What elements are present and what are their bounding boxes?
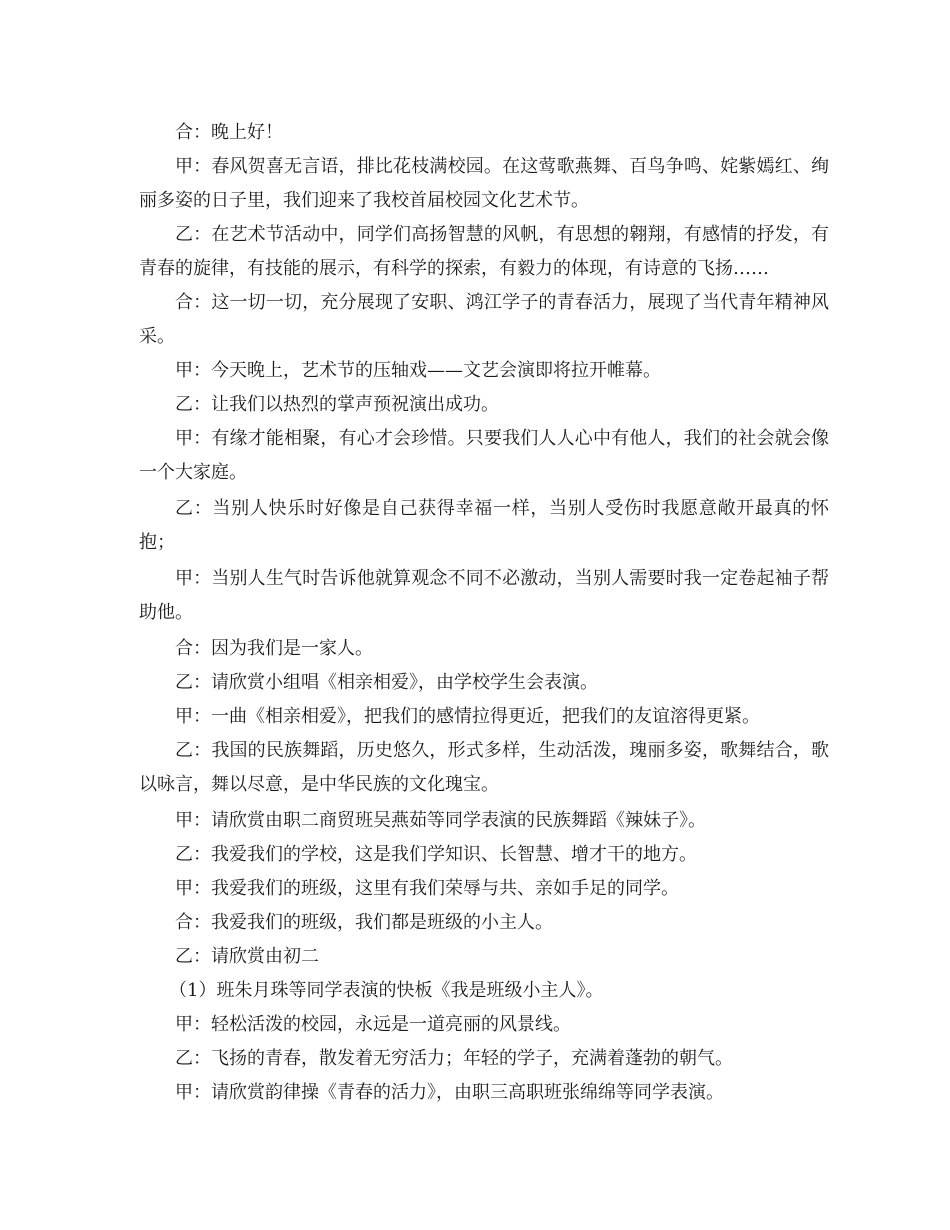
paragraph: 合：因为我们是一家人。	[175, 638, 373, 659]
paragraph: 甲：春风贺喜无言语，排比花枝满校园。在这莺歌燕舞、百鸟争鸣、姹紫嫣红、绚丽多姿的日子里，我们迎来了我校首届校园文化艺术节。	[139, 156, 829, 211]
paragraph: 乙：当别人快乐时好像是自己获得幸福一样，当别人受伤时我愿意敞开最真的怀抱；	[139, 498, 829, 553]
paragraph: 乙：在艺术节活动中，同学们高扬智慧的风帆，有思想的翱翔，有感情的抒发，有青春的旋律，有技能的展示，有科学的探索，有毅力的体现，有诗意的飞扬……	[139, 224, 829, 279]
paragraph: 乙：请欣赏小组唱《相亲相爱》，由学校学生会表演。	[175, 672, 598, 693]
paragraph: 甲：一曲《相亲相爱》，把我们的感情拉得更近，把我们的友谊溶得更紧。	[175, 706, 760, 727]
paragraph: 甲：今天晚上，艺术节的压轴戏——文艺会演即将拉开帷幕。	[175, 360, 661, 381]
paragraph: 乙：我国的民族舞蹈，历史悠久，形式多样，生动活泼，瑰丽多姿，歌舞结合，歌以咏言，舞以尽意，是中华民族的文化瑰宝。	[139, 740, 829, 795]
paragraph: 乙：让我们以热烈的掌声预祝演出成功。	[175, 394, 499, 415]
paragraph: （1）班朱月珠等同学表演的快板《我是班级小主人》。	[169, 980, 604, 1001]
paragraph: 乙：请欣赏由初二	[175, 946, 319, 967]
paragraph: 合：晚上好！	[175, 122, 283, 143]
paragraph: 甲：我爱我们的班级，这里有我们荣辱与共、亲如手足的同学。	[175, 878, 679, 899]
paragraph: 甲：请欣赏由职二商贸班吴燕茹等同学表演的民族舞蹈《辣妹子》。	[175, 810, 706, 831]
paragraph: 甲：当别人生气时告诉他就算观念不同不必激动，当别人需要时我一定卷起袖子帮助他。	[139, 568, 829, 623]
paragraph: 乙：我爱我们的学校，这是我们学知识、长智慧、增才干的地方。	[175, 844, 697, 865]
paragraph: 甲：有缘才能相聚，有心才会珍惜。只要我们人人心中有他人，我们的社会就会像一个大家庭。	[139, 428, 829, 483]
paragraph: 合：这一切一切，充分展现了安职、鸿江学子的青春活力，展现了当代青年精神风采。	[139, 292, 829, 347]
paragraph: 合：我爱我们的班级，我们都是班级的小主人。	[175, 912, 553, 933]
paragraph: 甲：轻松活泼的校园，永远是一道亮丽的风景线。	[175, 1014, 571, 1035]
paragraph: 甲：请欣赏韵律操《青春的活力》，由职三高职班张绵绵等同学表演。	[175, 1082, 724, 1103]
paragraph: 乙：飞扬的青春，散发着无穷活力；年轻的学子，充满着蓬勃的朝气。	[175, 1048, 733, 1069]
